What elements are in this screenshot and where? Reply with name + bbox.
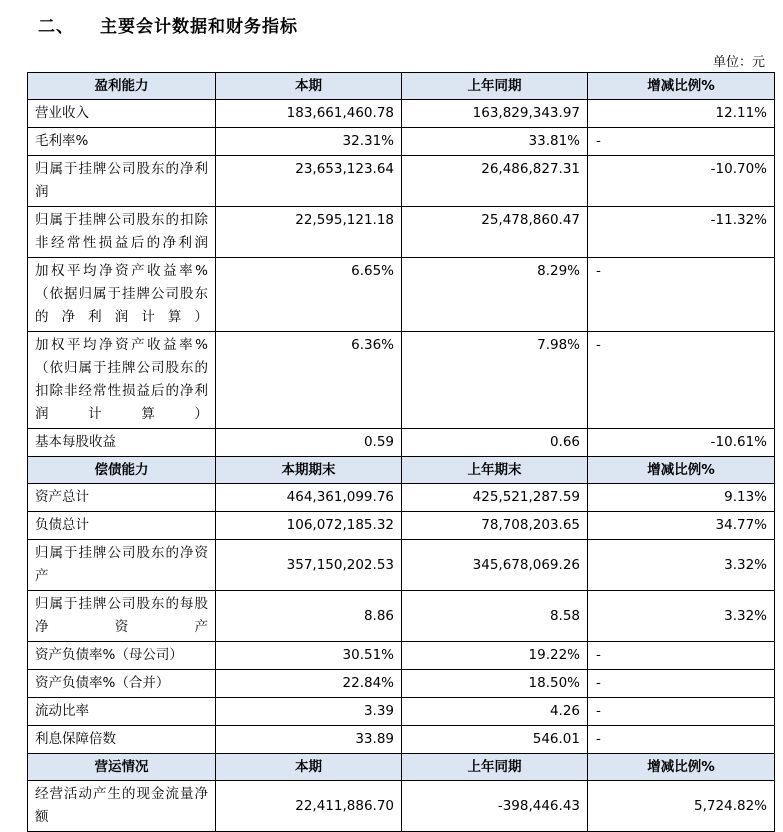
row-label: 流动比率 — [28, 698, 216, 726]
current-value: 23,653,123.64 — [216, 156, 402, 207]
table-row — [28, 591, 775, 642]
change-value: 3.32% — [588, 540, 775, 591]
change-value: 12.11% — [588, 100, 775, 128]
section-title: 主要会计数据和财务指标 — [100, 17, 298, 37]
row-label: 归属于挂牌公司股东的扣除非经常性损益后的净利润 — [28, 207, 216, 258]
row-label: 营业收入 — [28, 100, 216, 128]
current-value: 6.36% — [216, 332, 402, 429]
row-label: 毛利率% — [28, 128, 216, 156]
current-value: 22.84% — [216, 670, 402, 698]
current-value: 357,150,202.53 — [216, 540, 402, 591]
table-row — [28, 512, 775, 540]
current-value: 3.39 — [216, 698, 402, 726]
solvency-header-row — [28, 457, 775, 484]
prior-value: 78,708,203.65 — [402, 512, 588, 540]
row-label: 基本每股收益 — [28, 429, 216, 457]
prior-value: 4.26 — [402, 698, 588, 726]
prior-value: 546.01 — [402, 726, 588, 754]
col-header: 增减比例% — [588, 754, 775, 781]
change-value: - — [588, 670, 775, 698]
change-value: 3.32% — [588, 591, 775, 642]
row-label: 归属于挂牌公司股东的净资产 — [28, 540, 216, 591]
table-row — [28, 726, 775, 754]
prior-value: -398,446.43 — [402, 781, 588, 832]
change-value: - — [588, 258, 775, 332]
row-label: 利息保障倍数 — [28, 726, 216, 754]
col-header: 营运情况 — [28, 754, 216, 781]
change-value: -10.70% — [588, 156, 775, 207]
current-value: 22,411,886.70 — [216, 781, 402, 832]
current-value: 106,072,185.32 — [216, 512, 402, 540]
table-row — [28, 540, 775, 591]
current-value: 22,595,121.18 — [216, 207, 402, 258]
prior-value: 8.29% — [402, 258, 588, 332]
col-header: 上年期末 — [402, 457, 588, 484]
col-header: 偿债能力 — [28, 457, 216, 484]
row-label: 资产负债率%（母公司） — [28, 642, 216, 670]
row-label: 经营活动产生的现金流量净额 — [28, 781, 216, 832]
financial-indicators-table — [27, 72, 775, 832]
section-heading — [38, 12, 298, 37]
table-row — [28, 258, 775, 332]
prior-value: 25,478,860.47 — [402, 207, 588, 258]
section-number: 二、 — [38, 17, 74, 37]
row-label: 资产总计 — [28, 484, 216, 512]
prior-value: 26,486,827.31 — [402, 156, 588, 207]
change-value: 34.77% — [588, 512, 775, 540]
table-row — [28, 484, 775, 512]
table-row — [28, 207, 775, 258]
change-value: 5,724.82% — [588, 781, 775, 832]
change-value: - — [588, 726, 775, 754]
prior-value: 345,678,069.26 — [402, 540, 588, 591]
row-label: 归属于挂牌公司股东的每股净资产 — [28, 591, 216, 642]
table-row — [28, 156, 775, 207]
prior-value: 18.50% — [402, 670, 588, 698]
col-header: 本期 — [216, 73, 402, 100]
current-value: 6.65% — [216, 258, 402, 332]
col-header: 上年同期 — [402, 754, 588, 781]
current-value: 0.59 — [216, 429, 402, 457]
change-value: -10.61% — [588, 429, 775, 457]
change-value: - — [588, 642, 775, 670]
row-label: 加权平均净资产收益率%（依归属于挂牌公司股东的扣除非经常性损益后的净利润计算） — [28, 332, 216, 429]
row-label: 资产负债率%（合并） — [28, 670, 216, 698]
prior-value: 8.58 — [402, 591, 588, 642]
current-value: 8.86 — [216, 591, 402, 642]
table-row — [28, 100, 775, 128]
current-value: 33.89 — [216, 726, 402, 754]
current-value: 464,361,099.76 — [216, 484, 402, 512]
change-value: -11.32% — [588, 207, 775, 258]
change-value: 9.13% — [588, 484, 775, 512]
table-row — [28, 429, 775, 457]
col-header: 本期期末 — [216, 457, 402, 484]
change-value: - — [588, 698, 775, 726]
current-value: 32.31% — [216, 128, 402, 156]
col-header: 盈利能力 — [28, 73, 216, 100]
prior-value: 425,521,287.59 — [402, 484, 588, 512]
profit-header-row — [28, 73, 775, 100]
row-label: 加权平均净资产收益率%（依据归属于挂牌公司股东的净利润计算） — [28, 258, 216, 332]
prior-value: 0.66 — [402, 429, 588, 457]
operations-header-row — [28, 754, 775, 781]
prior-value: 163,829,343.97 — [402, 100, 588, 128]
change-value: - — [588, 128, 775, 156]
change-value: - — [588, 332, 775, 429]
col-header: 本期 — [216, 754, 402, 781]
table-row — [28, 332, 775, 429]
col-header: 增减比例% — [588, 73, 775, 100]
table-row — [28, 642, 775, 670]
table-row — [28, 670, 775, 698]
row-label: 负债总计 — [28, 512, 216, 540]
prior-value: 7.98% — [402, 332, 588, 429]
col-header: 增减比例% — [588, 457, 775, 484]
col-header: 上年同期 — [402, 73, 588, 100]
table-row — [28, 128, 775, 156]
table-row — [28, 781, 775, 832]
table-row — [28, 698, 775, 726]
prior-value: 19.22% — [402, 642, 588, 670]
current-value: 30.51% — [216, 642, 402, 670]
prior-value: 33.81% — [402, 128, 588, 156]
current-value: 183,661,460.78 — [216, 100, 402, 128]
row-label: 归属于挂牌公司股东的净利润 — [28, 156, 216, 207]
unit-label: 单位：元 — [712, 55, 765, 70]
